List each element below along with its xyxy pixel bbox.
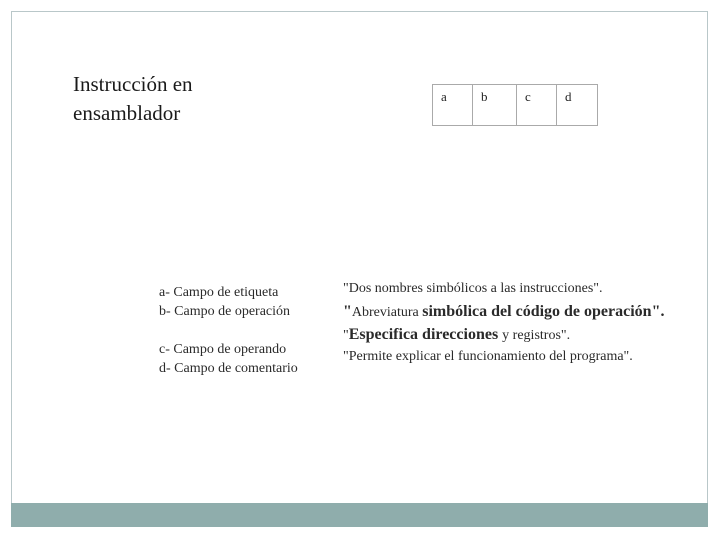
list-item: b- Campo de operación — [159, 304, 291, 319]
description-c-quote: " — [343, 328, 349, 343]
page-title — [73, 70, 333, 128]
description-c-plain: y registros". — [502, 328, 571, 343]
field-cell-c: c — [517, 85, 557, 126]
description-b-bold: simbólica del código de operación". — [422, 303, 665, 320]
description-d: "Permite explicar el funcionamiento del programa". — [343, 349, 633, 364]
description-b — [343, 301, 693, 323]
description-c — [343, 324, 693, 346]
description-c-bold: Especifica direcciones — [348, 326, 503, 343]
field-cell-a: a — [433, 85, 473, 126]
table-row — [433, 85, 598, 126]
title-line-2: ensamblador — [73, 101, 181, 125]
description-b-plain: Abreviatura — [351, 305, 423, 320]
list-spacer — [159, 321, 298, 340]
list-item: c- Campo de operando — [159, 342, 287, 357]
list-item: a- Campo de etiqueta — [159, 285, 279, 300]
description-a: "Dos nombres simbólicos a las instrucciones". — [343, 281, 603, 296]
field-cell-b: b — [473, 85, 517, 126]
footer-band — [11, 503, 708, 527]
title-line-1: Instrucción en — [73, 72, 193, 96]
field-cell-d: d — [557, 85, 598, 126]
instruction-fields-table — [432, 84, 598, 126]
description-b-quote: " — [343, 303, 352, 320]
list-item: d- Campo de comentario — [159, 361, 298, 376]
field-names-list — [159, 283, 298, 378]
field-descriptions-list — [343, 279, 693, 367]
